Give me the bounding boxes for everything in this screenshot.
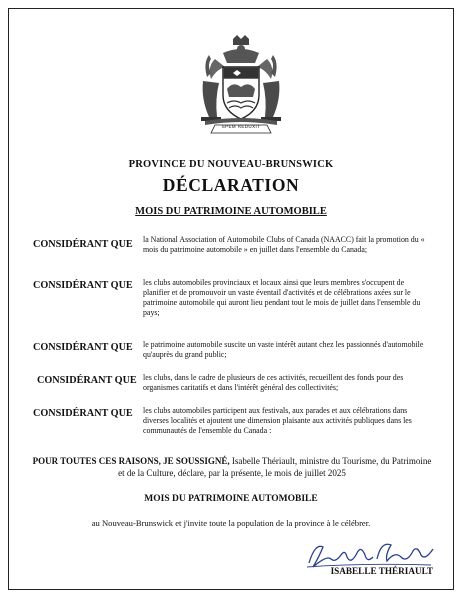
whereas-text: les clubs automobiles provinciaux et locaux ainsi que leurs membres s'occupent de planifier et de promouvoir un vaste éventail d'activités et de célébrations axées sur le patrimoine automobile qui auront lieu pendant tout le mois de juillet dans l'ensemble du pays; bbox=[143, 278, 421, 318]
declaration-document bbox=[8, 8, 454, 590]
whereas-label: CONSIDÉRANT QUE bbox=[33, 280, 133, 291]
subtitle-text: MOIS DU PATRIMOINE AUTOMOBILE bbox=[135, 206, 327, 217]
whereas-text: les clubs automobiles participent aux festivals, aux parades et aux célébrations dans diverses localités et ajoutent une dimension plaisante aux activités publiques dans les communautés de l'ensemble du Canada : bbox=[143, 406, 412, 436]
whereas-label: CONSIDÉRANT QUE bbox=[33, 239, 133, 250]
whereas-label: CONSIDÉRANT QUE bbox=[37, 375, 137, 386]
coat-of-arms-icon bbox=[193, 33, 289, 137]
whereas-label: CONSIDÉRANT QUE bbox=[33, 408, 133, 419]
whereas-text: le patrimoine automobile suscite un vaste intérêt autant chez les passionnés d'automobile qu'auprès du grand public; bbox=[143, 340, 424, 360]
invitation-text: au Nouveau-Brunswick et j'invite toute la population de la province à le célébrer. bbox=[91, 518, 371, 528]
whereas-text: les clubs, dans le cadre de plusieurs de ces activités, recueillent des fonds pour des organismes caritatifs et dans l'intérêt général des collectivités; bbox=[143, 373, 404, 393]
whereas-text: la National Association of Automobile Clubs of Canada (NAACC) fait la promotion du « mois du patrimoine automobile » en juillet dans l'ensemble du Canada; bbox=[143, 235, 425, 255]
declaration-title: DÉCLARATION bbox=[162, 175, 300, 195]
conclusion-text: Isabelle Thériault, ministre du Tourisme, du Patrimoine et de la Culture, déclare, par la présente, le mois de juillet 2025 bbox=[118, 456, 432, 479]
whereas-label: CONSIDÉRANT QUE bbox=[33, 342, 133, 353]
signatory-name: ISABELLE THÉRIAULT bbox=[330, 566, 433, 576]
province-heading: PROVINCE DU NOUVEAU-BRUNSWICK bbox=[128, 159, 334, 170]
conclusion-lead: POUR TOUTES CES RAISONS, JE SOUSSIGNÉ, bbox=[32, 456, 230, 466]
coat-motto: SPEM REDUXIT bbox=[221, 124, 261, 129]
month-title: MOIS DU PATRIMOINE AUTOMOBILE bbox=[144, 494, 318, 504]
declaration-conclusion bbox=[29, 455, 435, 479]
declaration-subtitle bbox=[9, 206, 453, 217]
